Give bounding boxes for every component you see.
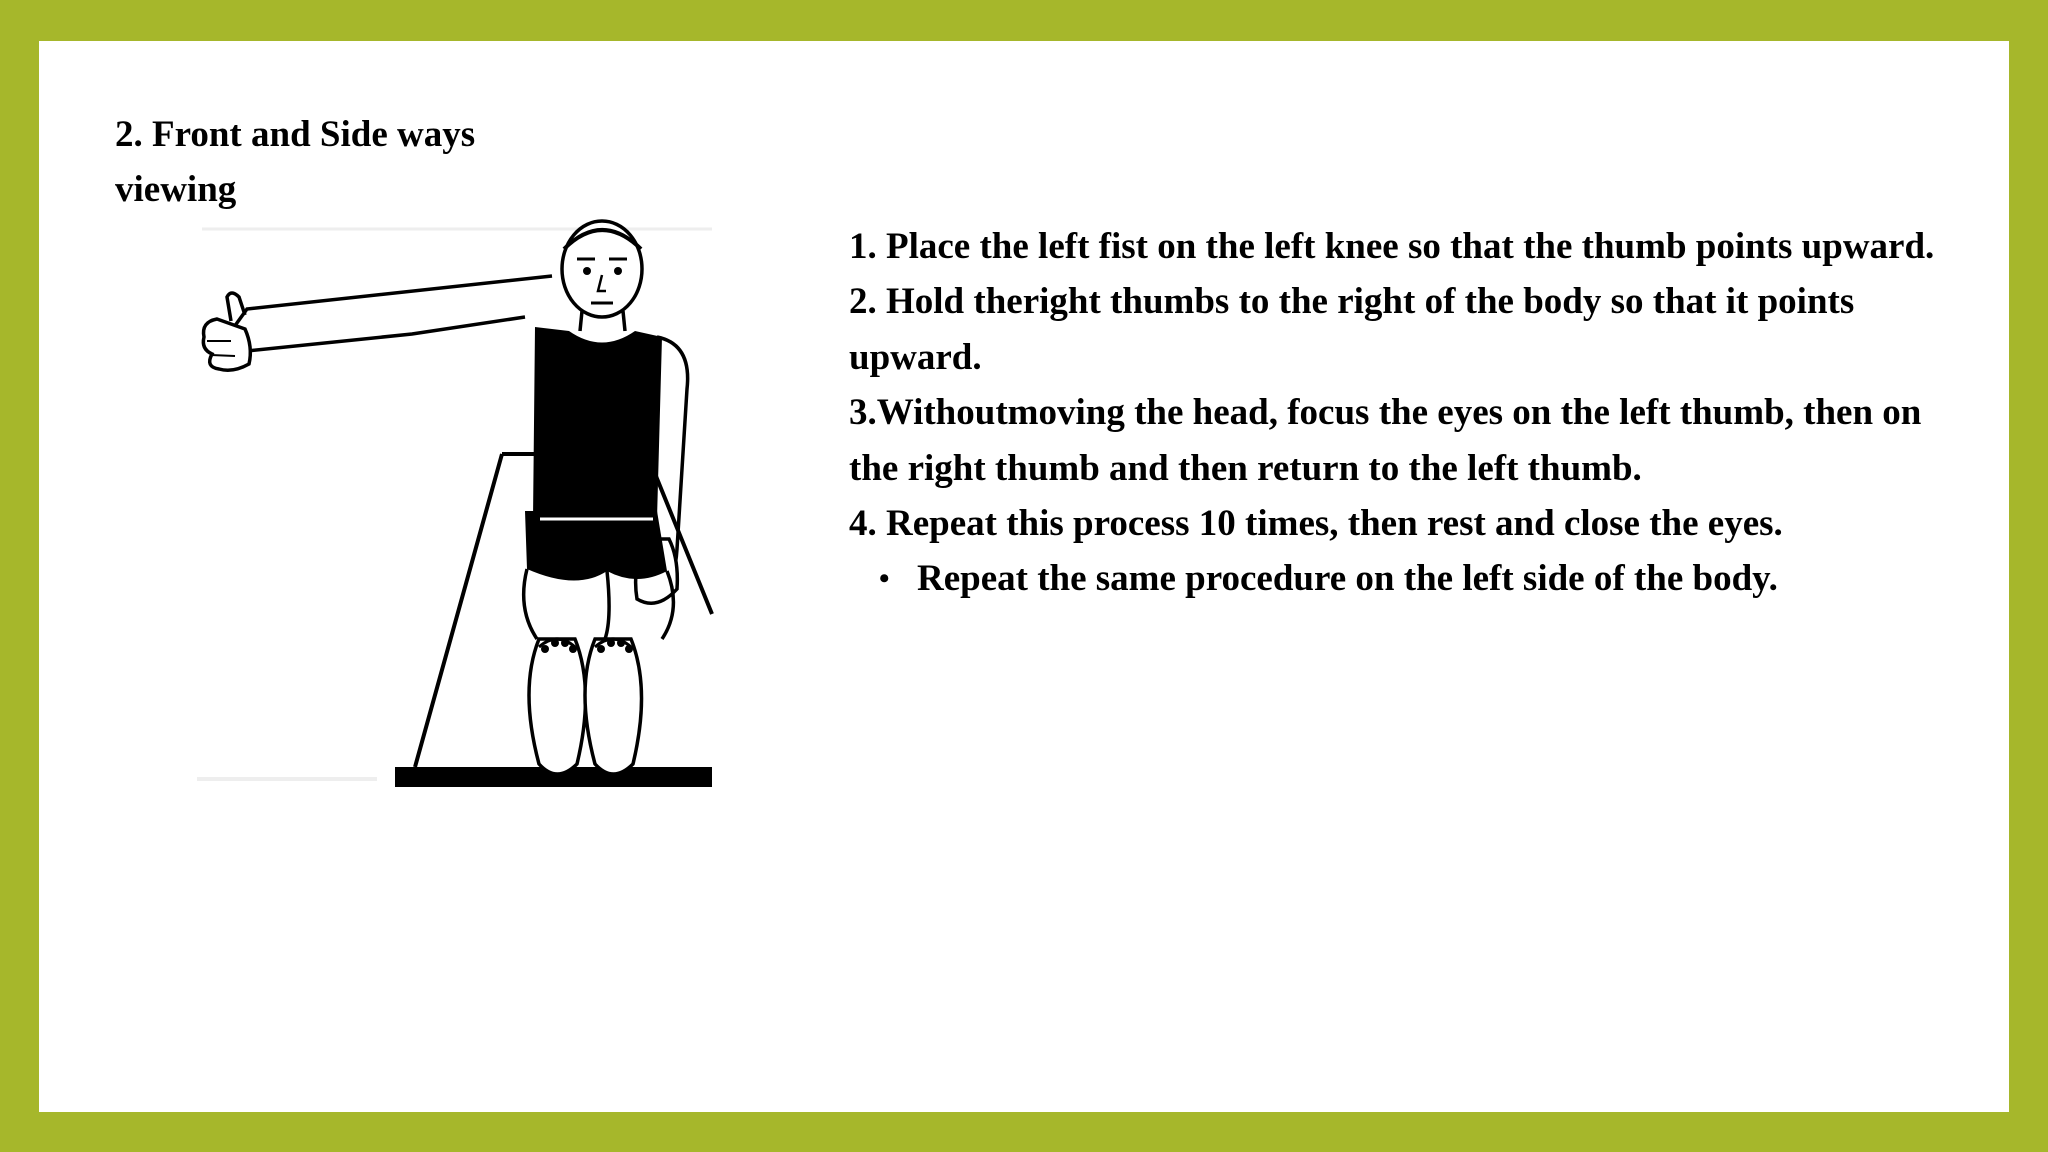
- step-3: 3.Withoutmoving the head, focus the eyes on the left thumb, then on the right thumb and then return to the left thumb.: [849, 392, 1922, 489]
- instruction-steps: [849, 219, 1979, 607]
- slide-heading: 2. Front and Side ways viewing: [115, 114, 476, 210]
- step-4: 4. Repeat this process 10 times, then rest and close the eyes.: [849, 503, 1783, 545]
- bullet-note: [849, 551, 1979, 606]
- bullet-note-text: Repeat the same procedure on the left side of the body.: [917, 558, 1778, 600]
- seated-person-thumb-exercise-icon: [157, 219, 737, 799]
- step-1: 1. Place the left fist on the left knee so that the thumb points upward.: [849, 226, 1935, 267]
- slide: [39, 41, 2009, 1112]
- bullet-icon: •: [879, 562, 890, 596]
- step-2: 2. Hold theright thumbs to the right of the body so that it points upward.: [849, 281, 1855, 378]
